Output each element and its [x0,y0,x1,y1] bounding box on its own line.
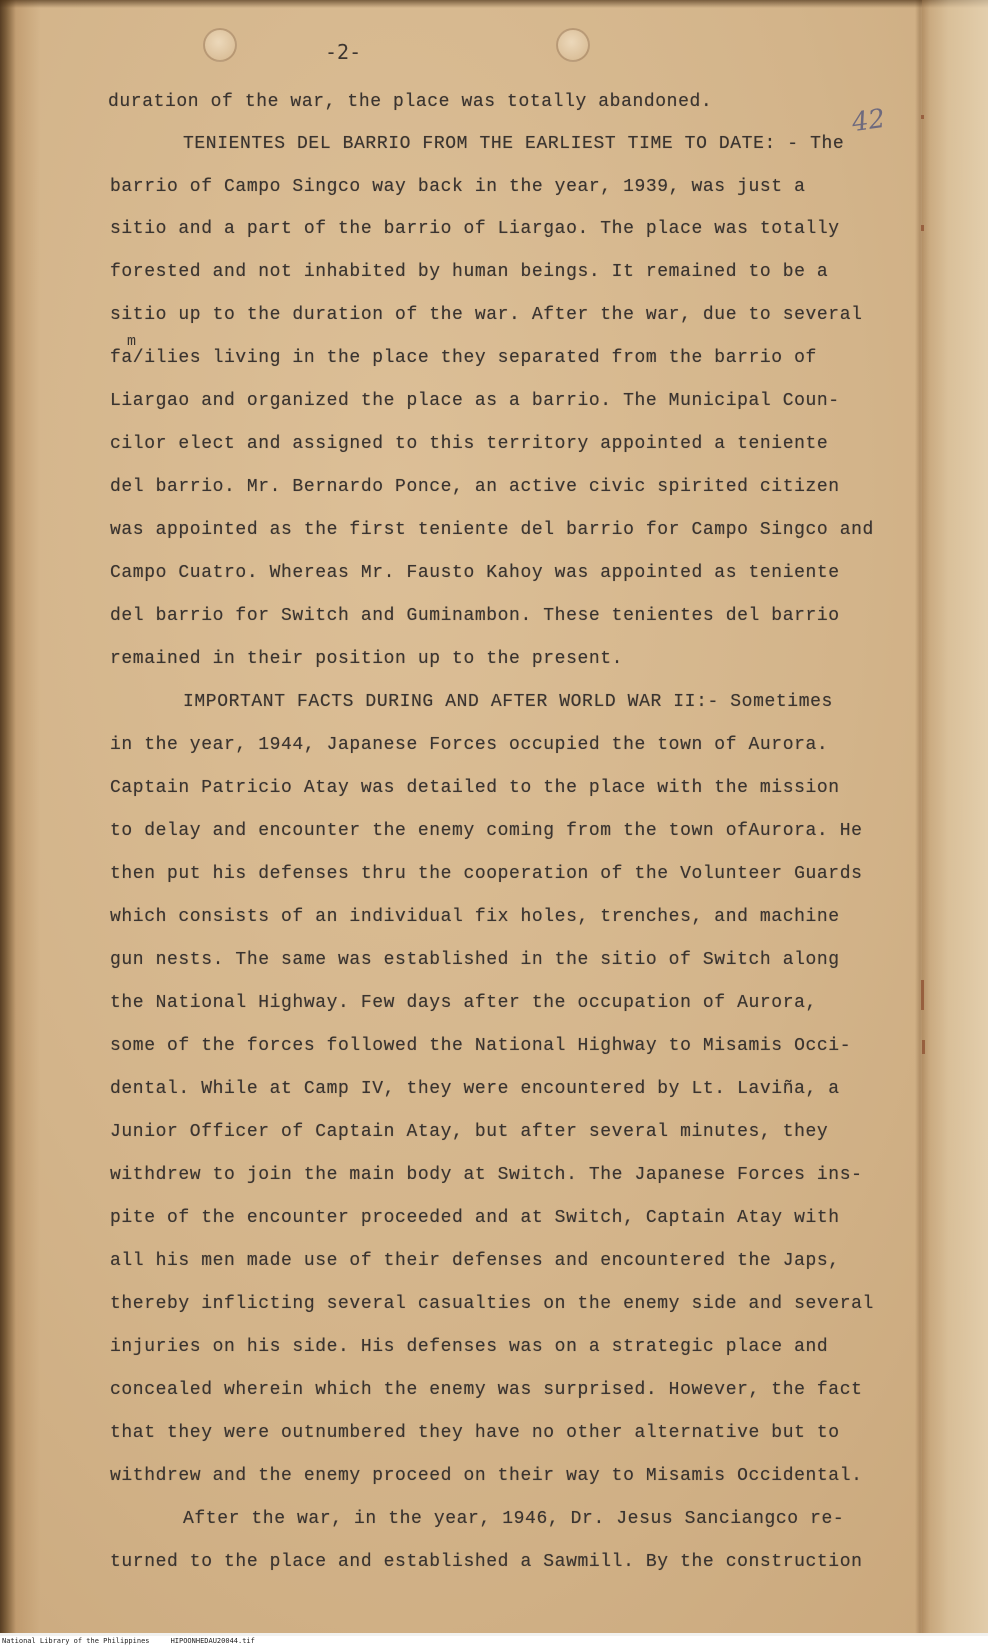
text-line-19: then put his defenses thru the cooperation of the Volunteer Guards [110,864,863,884]
handwritten-page-annotation: 42 [850,103,888,139]
text-line-12: Campo Cuatro. Whereas Mr. Fausto Kahoy was appointed as teniente [110,563,840,583]
text-line-25: Junior Officer of Captain Atay, but after several minutes, they [110,1122,829,1142]
superscript-correction: m [127,333,137,350]
edge-mark [921,225,924,231]
text-line-28: all his men made use of their defenses and encountered the Japs, [110,1251,840,1271]
scan-footer-text: National Library of the Philippines HIPOONHEDAU20044.tif [2,1637,255,1645]
edge-mark [922,1040,925,1054]
punch-hole-left [203,28,237,62]
text-line-22: the National Highway. Few days after the occupation of Aurora, [110,993,817,1013]
text-line-35: turned to the place and established a Sawmill. By the construction [110,1552,863,1572]
text-line-23: some of the forces followed the National Highway to Misamis Occi- [110,1036,852,1056]
page-number: -2- [325,40,362,64]
edge-mark [921,980,924,1010]
text-line-3: barrio of Campo Singco way back in the year, 1939, was just a [110,177,806,197]
text-line-4: sitio and a part of the barrio of Liargao. The place was totally [110,219,840,239]
text-line-13: del barrio for Switch and Guminambon. These tenientes del barrio [110,606,840,626]
text-line-8: Liargao and organized the place as a barrio. The Municipal Coun- [110,391,840,411]
punch-hole-right [556,28,590,62]
text-line-21: gun nests. The same was established in the sitio of Switch along [110,950,840,970]
text-line-24: dental. While at Camp IV, they were encountered by Lt. Laviña, a [110,1079,840,1099]
edge-mark [921,115,924,119]
text-line-33: withdrew and the enemy proceed on their way to Misamis Occidental. [110,1466,863,1486]
page-right-edge [922,0,988,1633]
text-line-7: fa/ilies living in the place they separated from the barrio of [110,348,817,368]
text-line-20: which consists of an individual fix holes, trenches, and machine [110,907,840,927]
text-line-32: that they were outnumbered they have no other alternative but to [110,1423,840,1443]
page-top-shadow [0,0,988,8]
text-line-34: After the war, in the year, 1946, Dr. Jesus Sanciangco re- [183,1509,845,1529]
text-line-17: Captain Patricio Atay was detailed to the place with the mission [110,778,840,798]
text-line-2: TENIENTES DEL BARRIO FROM THE EARLIEST TIME TO DATE: - The [183,134,845,154]
text-line-26: withdrew to join the main body at Switch. The Japanese Forces ins- [110,1165,863,1185]
text-line-11: was appointed as the first teniente del barrio for Campo Singco and [110,520,874,540]
text-line-31: concealed wherein which the enemy was surprised. However, the fact [110,1380,863,1400]
text-line-1: duration of the war, the place was totally abandoned. [108,92,713,112]
text-line-16: in the year, 1944, Japanese Forces occupied the town of Aurora. [110,735,829,755]
text-line-6: sitio up to the duration of the war. After the war, due to several [110,305,863,325]
text-line-29: thereby inflicting several casualties on the enemy side and several [110,1294,874,1314]
text-line-18: to delay and encounter the enemy coming from the town ofAurora. He [110,821,863,841]
text-line-9: cilor elect and assigned to this territory appointed a teniente [110,434,829,454]
text-line-30: injuries on his side. His defenses was on a strategic place and [110,1337,829,1357]
text-line-14: remained in their position up to the present. [110,649,624,669]
text-line-27: pite of the encounter proceeded and at Switch, Captain Atay with [110,1208,840,1228]
text-line-5: forested and not inhabited by human beings. It remained to be a [110,262,829,282]
text-line-10: del barrio. Mr. Bernardo Ponce, an active civic spirited citizen [110,477,840,497]
text-line-15: IMPORTANT FACTS DURING AND AFTER WORLD WAR II:- Sometimes [183,692,833,712]
